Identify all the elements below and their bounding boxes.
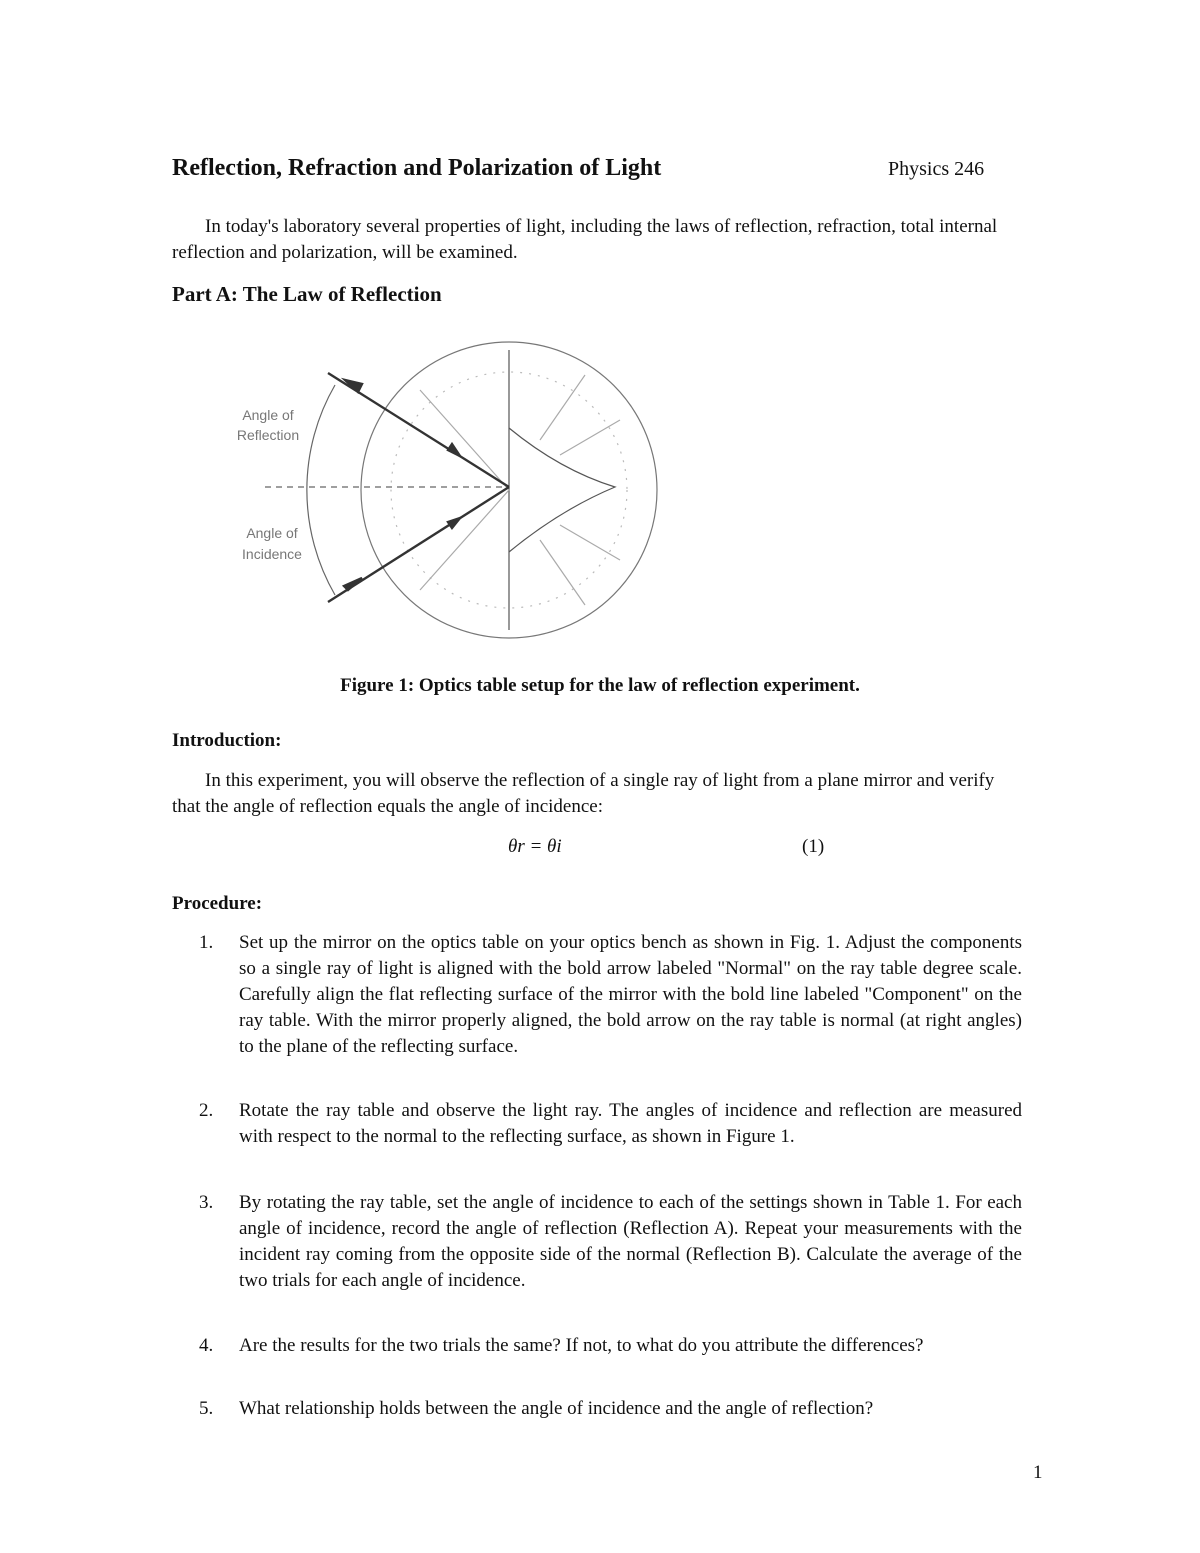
part-a-heading: Part A: The Law of Reflection [172,282,442,306]
label-reflection-1: Angle of [242,407,294,423]
course-label: Physics 246 [888,158,985,180]
item-text: By rotating the ray table, set the angle of incidence to each of the settings shown in Table 1. For each angle of incidence, record the angle of reflection (Reflection A). Repeat your measurements with the incident ray coming from the opposite side of the normal (Reflection B). Calculate the average of the two trials for each angle of incidence. [239,1192,1022,1291]
label-reflection-2: Reflection [236,427,300,443]
figure-caption: Figure 1: Optics table setup for the law of reflection experiment. [340,675,860,696]
mirror-shape [509,428,615,552]
reflection-figure [0,0,1200,700]
item-number: 1. [199,932,214,953]
procedure-heading: Procedure: [172,893,263,914]
item-text: Rotate the ray table and observe the light ray. The angles of incidence and reflection are measured with respect to the normal to the reflecting surface, as shown in Figure 1. [239,1100,1022,1147]
page-number: 1 [1033,1462,1043,1483]
introduction-text: In this experiment, you will observe the reflection of a single ray of light from a plane mirror and verify that the angle of reflection equals the angle of incidence: [172,770,995,817]
procedure-item [172,930,1022,1060]
procedure-item [172,1098,1022,1150]
label-incidence-1: Angle of [246,525,298,541]
item-number: 3. [199,1192,214,1213]
label-incidence-2: Incidence [242,546,302,562]
item-text: Set up the mirror on the optics table on your optics bench as shown in Fig. 1. Adjust the components so a single ray of light is aligned with the bold arrow labeled "Normal" on the ray table degree scale. Carefully align the flat reflecting surface of the mirror with the bold line labeled "Component" on the ray table. With the mirror properly aligned, the bold arrow on the ray table is normal (at right angles) to the plane of the reflecting surface. [239,932,1022,1057]
item-text: What relationship holds between the angle of incidence and the angle of reflection? [239,1398,874,1419]
procedure-item [172,1396,1022,1422]
item-number: 2. [199,1100,214,1121]
angle-arc [307,385,335,595]
item-number: 5. [199,1398,214,1419]
item-text: Are the results for the two trials the same? If not, to what do you attribute the differences? [239,1335,924,1356]
item-number: 4. [199,1335,214,1356]
introduction-heading: Introduction: [172,730,282,751]
document-title: Reflection, Refraction and Polarization of Light [172,155,662,181]
equation-number: (1) [802,836,825,857]
procedure-item [172,1333,1022,1359]
equation: θr = θi [508,836,562,857]
procedure-item [172,1190,1022,1294]
intro-paragraph: In today's laboratory several properties of light, including the laws of reflection, refraction, total internal reflection and polarization, will be examined. [172,216,998,263]
